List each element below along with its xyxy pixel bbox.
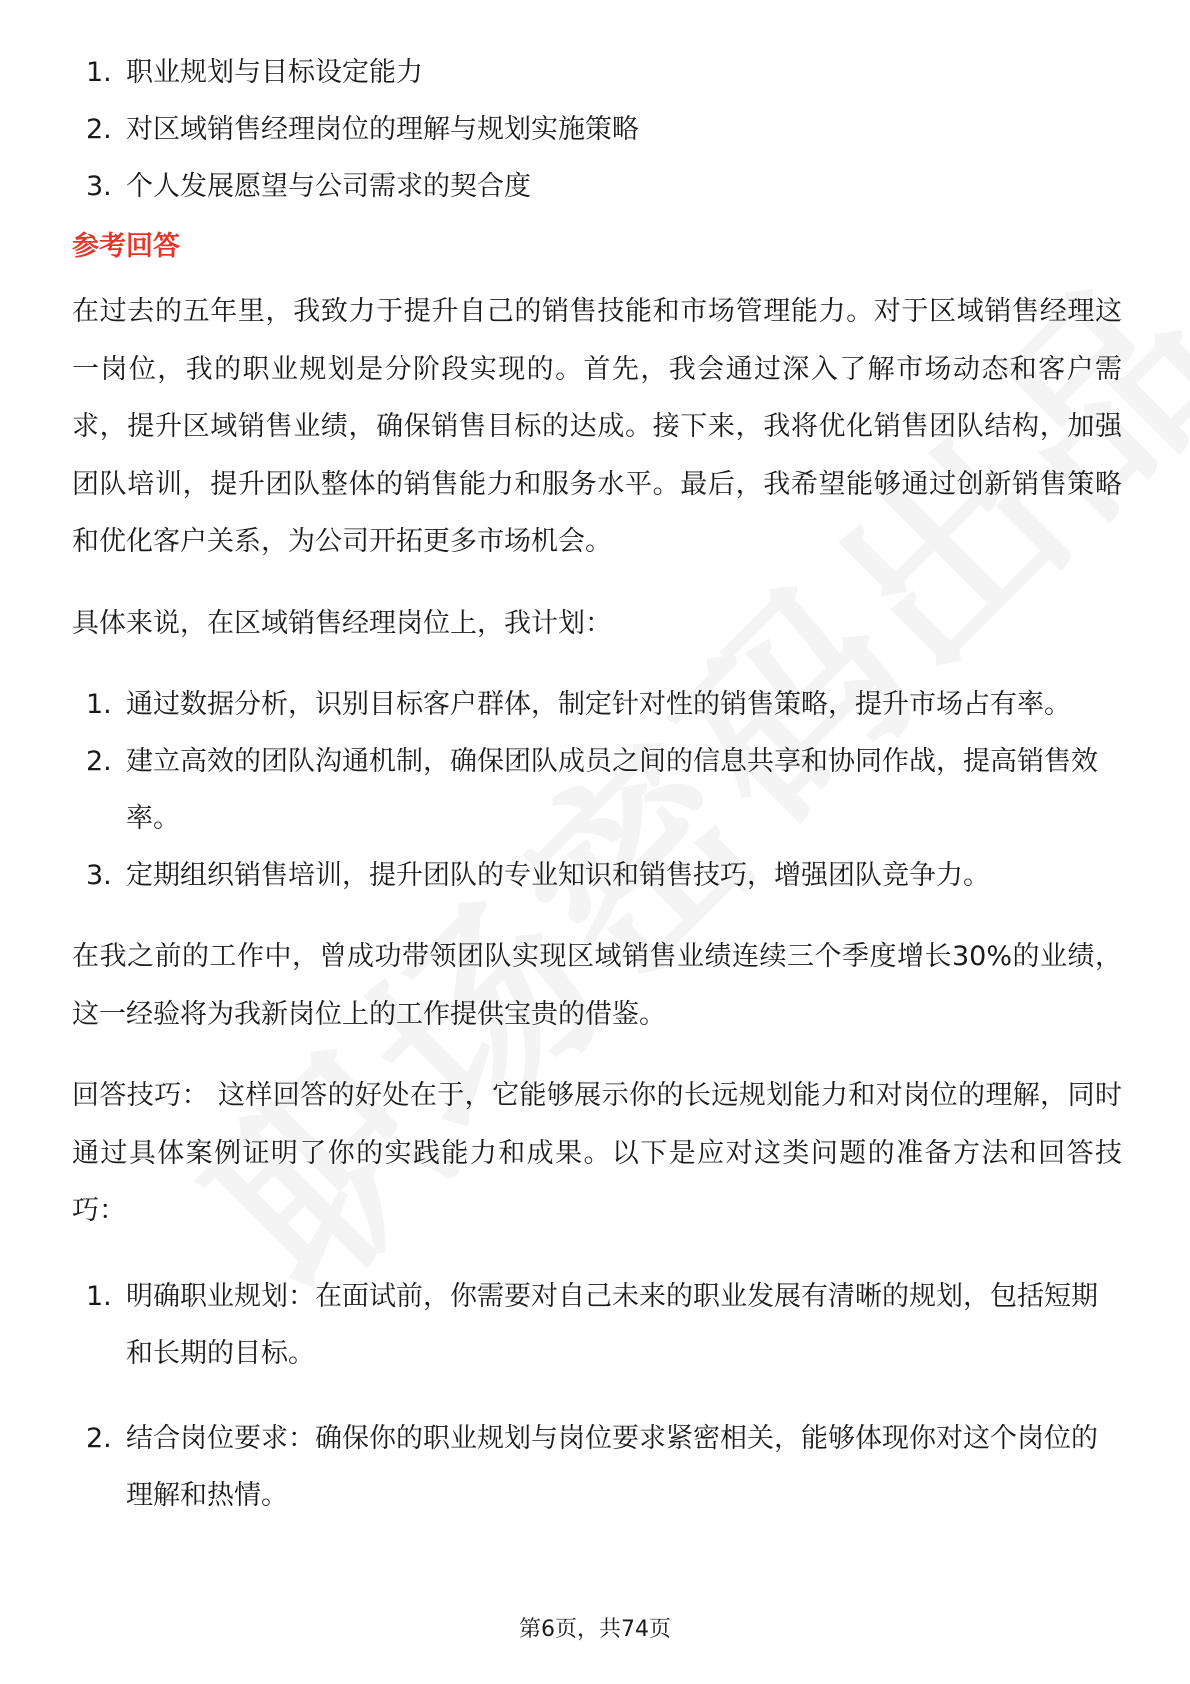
list-item-text: 对区域销售经理岗位的理解与规划实施策略 <box>126 114 639 145</box>
list-item <box>72 1410 1122 1524</box>
page-footer: 第6页，共74页 <box>519 1617 671 1642</box>
list-item <box>72 1268 1122 1382</box>
reference-answer-heading: 参考回答 <box>72 231 180 262</box>
list-item-text: 个人发展愿望与公司需求的契合度 <box>126 171 531 202</box>
answer-paragraph: 在我之前的工作中，曾成功带领团队实现区域销售业绩连续三个季度增长30%的业绩，这一经验将为我新岗位上的工作提供宝贵的借鉴。 <box>72 941 1122 1030</box>
list-item <box>72 733 1122 847</box>
list-item <box>72 101 1122 158</box>
list-number: 2. <box>86 114 112 145</box>
list-item <box>72 44 1122 101</box>
list-number: 1. <box>86 1280 112 1312</box>
list-item-text: 职业规划与目标设定能力 <box>126 57 423 88</box>
intro-list <box>72 44 1122 215</box>
list-number: 2. <box>86 1422 112 1454</box>
list-number: 3. <box>86 171 112 202</box>
list-item-text: 定期组织销售培训，提升团队的专业知识和销售技巧，增强团队竞争力。 <box>126 860 990 891</box>
list-number: 3. <box>86 860 112 891</box>
list-item <box>72 158 1122 215</box>
list-item-text: 结合岗位要求：确保你的职业规划与岗位要求紧密相关，能够体现你对这个岗位的理解和热情。 <box>126 1422 1098 1511</box>
page-content <box>72 44 1122 1524</box>
list-number: 2. <box>86 746 112 777</box>
plan-list <box>72 676 1122 904</box>
answer-paragraph: 具体来说，在区域销售经理岗位上，我计划： <box>72 607 612 639</box>
list-item <box>72 676 1122 733</box>
tips-list <box>72 1268 1122 1524</box>
list-number: 1. <box>86 689 112 720</box>
list-number: 1. <box>86 57 112 88</box>
list-item-text: 建立高效的团队沟通机制，确保团队成员之间的信息共享和协同作战，提高销售效率。 <box>126 746 1098 834</box>
list-item-text: 明确职业规划：在面试前，你需要对自己未来的职业发展有清晰的规划，包括短期和长期的目标。 <box>126 1280 1098 1369</box>
list-item <box>72 847 1122 904</box>
list-item-text: 通过数据分析，识别目标客户群体，制定针对性的销售策略，提升市场占有率。 <box>126 689 1071 720</box>
tips-paragraph: 回答技巧： 这样回答的好处在于，它能够展示你的长远规划能力和对岗位的理解，同时通过具体案例证明了你的实践能力和成果。以下是应对这类问题的准备方法和回答技巧： <box>72 1080 1122 1226</box>
answer-paragraph: 在过去的五年里，我致力于提升自己的销售技能和市场管理能力。对于区域销售经理这一岗位，我的职业规划是分阶段实现的。首先，我会通过深入了解市场动态和客户需求，提升区域销售业绩，确保销售目标的达成。接下来，我将优化销售团队结构，加强团队培训，提升团队整体的销售能力和服务水平。最后，我希望能够通过创新销售策略和优化客户关系，为公司开拓更多市场机会。 <box>72 296 1122 557</box>
